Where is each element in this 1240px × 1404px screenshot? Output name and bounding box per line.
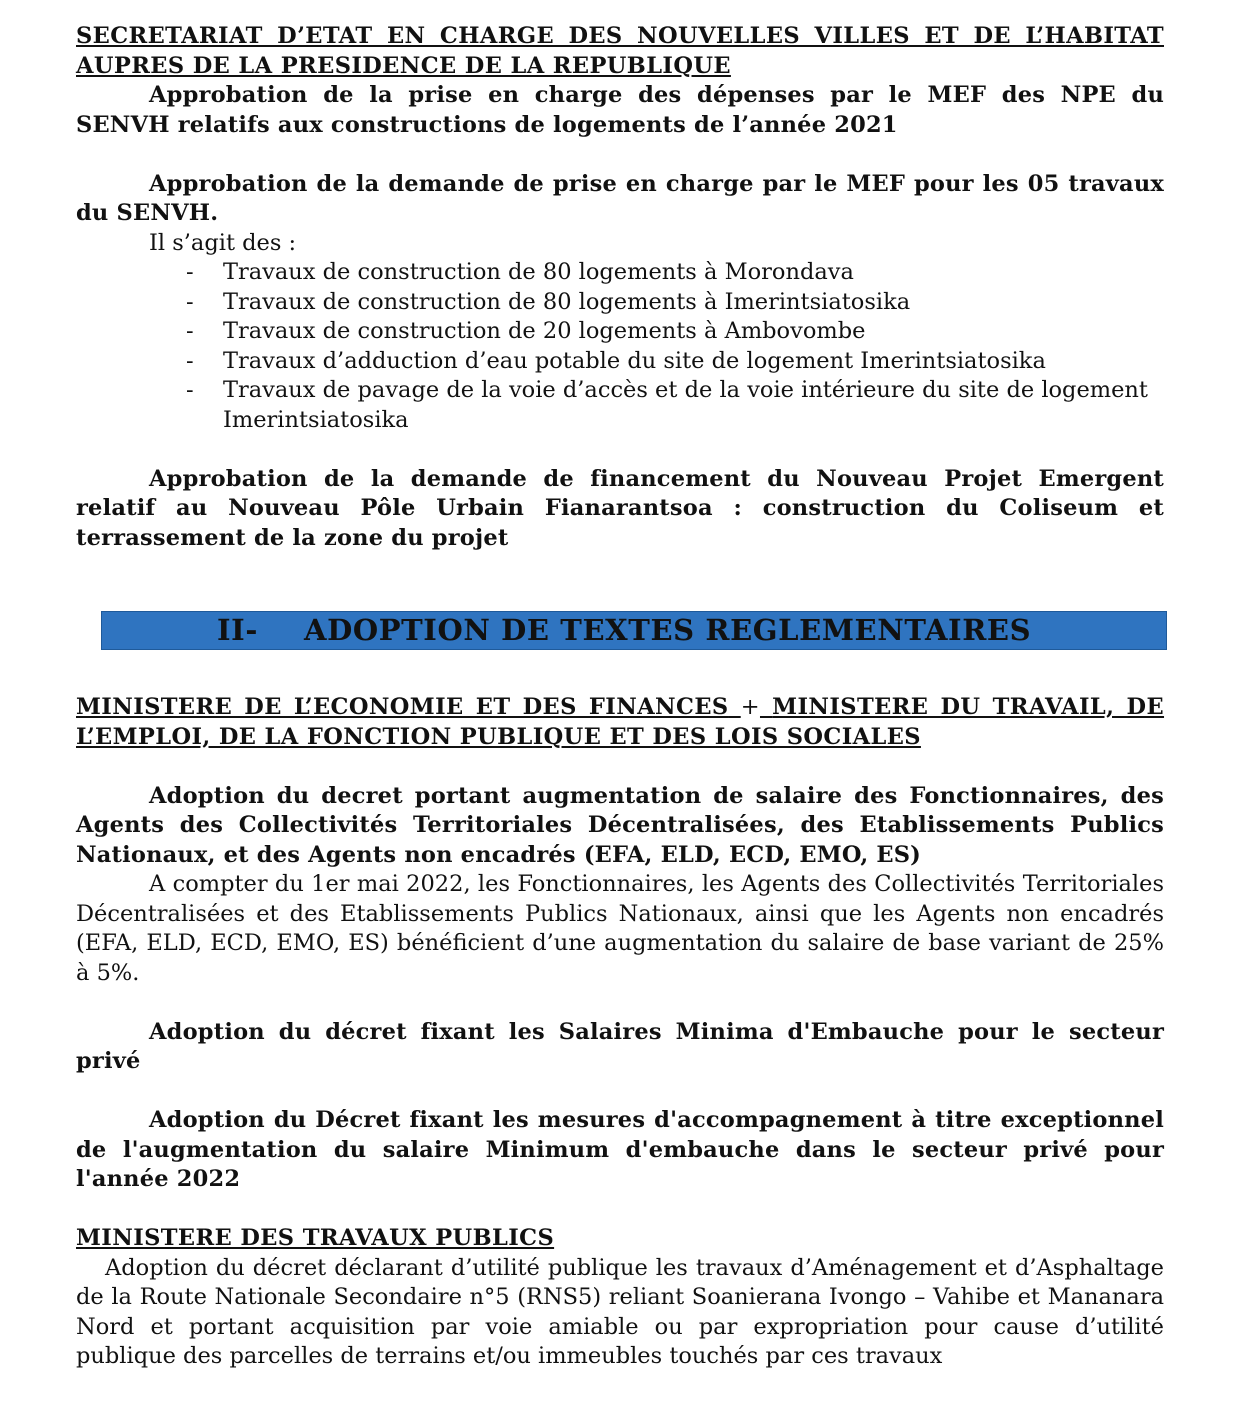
section-heading-travaux-publics: MINISTERE DES TRAVAUX PUBLICS	[76, 1225, 555, 1251]
list-item: - Travaux de construction de 80 logements à Imerintsiatosika	[186, 288, 1164, 318]
list-intro: Il s’agit des :	[149, 229, 297, 256]
list-item: - Travaux de pavage de la voie d’accès et de la voie intérieure du site de logement Imerintsiatosika	[186, 376, 1164, 435]
section-heading-senvh: SECRETARIAT D’ETAT EN CHARGE DES NOUVELLES VILLES ET DE L’HABITAT AUPRES DE LA PRESIDENCE DE LA REPUBLIQUE	[76, 23, 1164, 79]
banner-number: II-	[217, 613, 258, 647]
heading-part-travail: MINISTERE DU TRAVAIL, DE L’EMPLOI, DE LA FONCTION PUBLIQUE ET DES LOIS SOCIALES	[76, 694, 1165, 750]
adoption-item-1-body: A compter du 1er mai 2022, les Fonctionnaires, les Agents des Collectivités Territoriales Décentralisées et des Etablissements Publics Nationaux, ainsi que les Agents non encadrés (EFA, ELD, ECD, EMO, ES) bénéficient d’une augmentation du salaire de base variant de 25% à 5%.	[76, 871, 1164, 986]
approval-item-1: Approbation de la prise en charge des dépenses par le MEF des NPE du SENVH relatifs aux constructions de logements de l’année 2021	[76, 82, 1164, 138]
list-item: - Travaux de construction de 20 logements à Ambovombe	[186, 317, 1164, 347]
heading-part-mef: MINISTERE DE L’ECONOMIE ET DES FINANCES	[76, 694, 729, 720]
section-banner	[101, 611, 1167, 650]
banner-title: ADOPTION DE TEXTES REGLEMENTAIRES	[304, 613, 1032, 647]
adoption-item-2: Adoption du décret fixant les Salaires Minima d'Embauche pour le secteur privé	[76, 1018, 1164, 1074]
approval-item-3: Approbation de la demande de financement du Nouveau Projet Emergent relatif au Nouveau Pôle Urbain Fianarantsoa : construction du Coliseum et terrassement de la zone du projet	[76, 465, 1164, 551]
heading-plus: +	[740, 694, 760, 720]
travaux-publics-body: Adoption du décret déclarant d’utilité publique les travaux d’Aménagement et d’Asphaltage de la Route Nationale Secondaire n°5 (RNS5) reliant Soanierana Ivongo – Vahibe et Mananara Nord et portant acquisition par voie amiable ou par expropriation pour cause d’utilité publique des parcelles de terrains et/ou immeubles touchés par ces travaux	[76, 1254, 1164, 1369]
list-item: - Travaux de construction de 80 logements à Morondava	[186, 258, 1164, 288]
section-heading-mef-travail	[76, 693, 1164, 752]
works-list	[76, 258, 1164, 435]
document-page	[76, 22, 1164, 1372]
approval-item-2: Approbation de la demande de prise en charge par le MEF pour les 05 travaux du SENVH.	[76, 170, 1164, 226]
adoption-item-1: Adoption du decret portant augmentation de salaire des Fonctionnaires, des Agents des Collectivités Territoriales Décentralisées, des Etablissements Publics Nationaux, et des Agents non encadrés (EFA, ELD, ECD, EMO, ES)	[76, 782, 1164, 868]
adoption-item-3: Adoption du Décret fixant les mesures d'accompagnement à titre exceptionnel de l'augmentation du salaire Minimum d'embauche dans le secteur privé pour l'année 2022	[76, 1107, 1164, 1192]
list-item: - Travaux d’adduction d’eau potable du site de logement Imerintsiatosika	[186, 347, 1164, 377]
